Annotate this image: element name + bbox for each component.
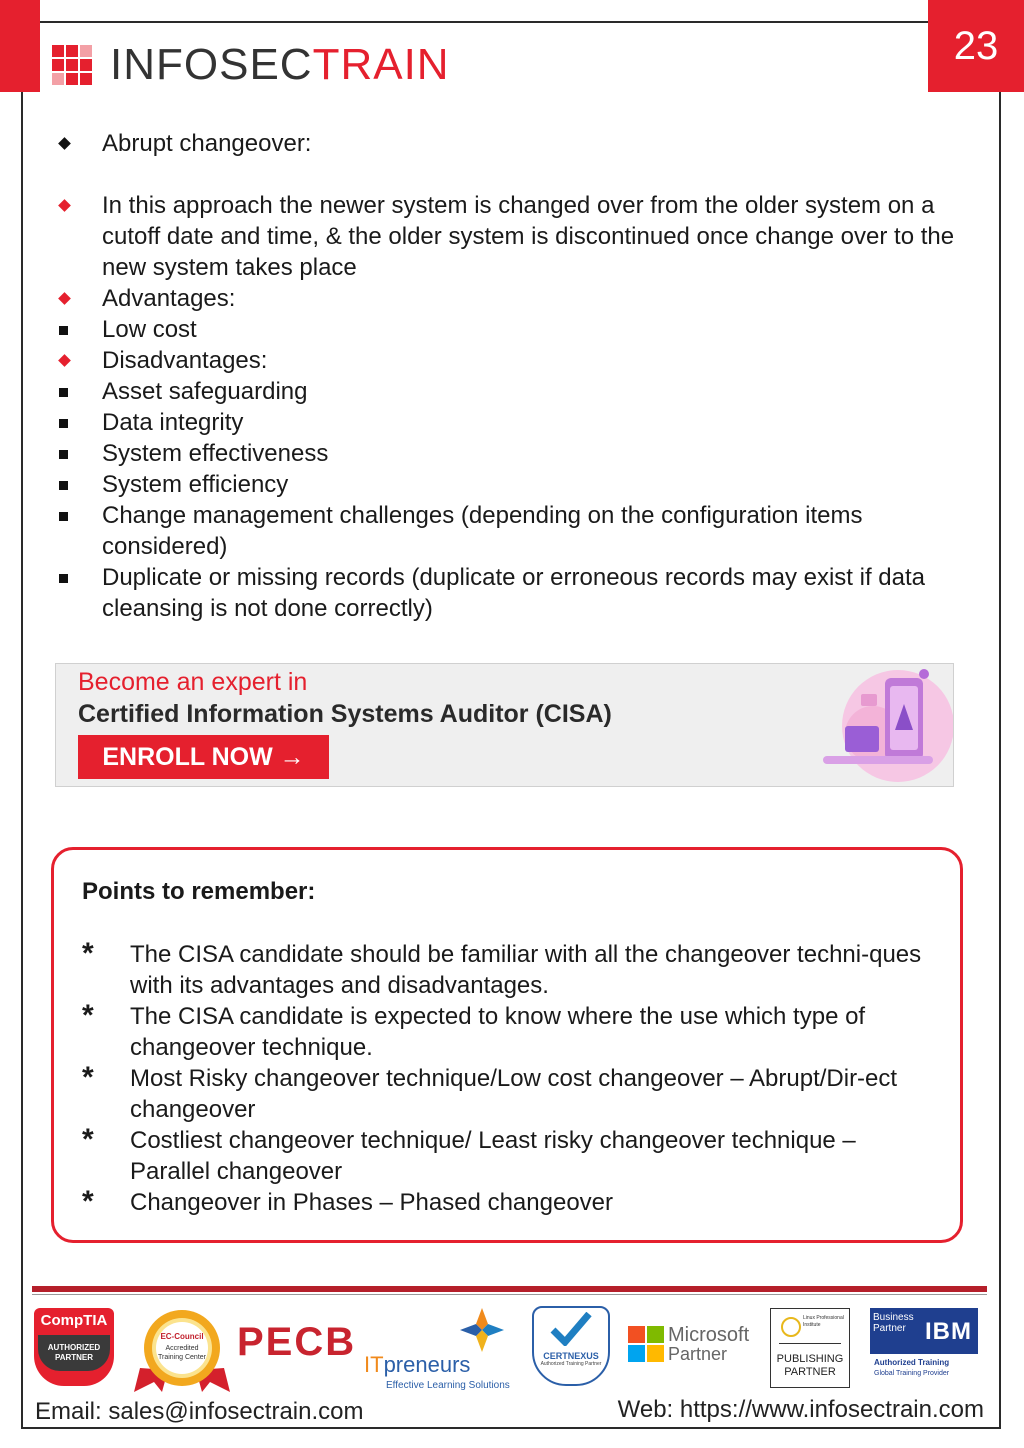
partner-logos (32, 1300, 987, 1392)
star-bullet-icon: * (82, 1123, 94, 1156)
footer-web[interactable]: Web: https://www.infosectrain.com (617, 1396, 984, 1423)
diamond-bullet-icon (58, 137, 71, 150)
logo-grid-icon (52, 45, 92, 85)
square-bullet-icon (59, 574, 68, 583)
square-bullet-icon (59, 326, 68, 335)
list-item: * Most Risky changeover technique/Low cost changeover – Abrupt/Dir-ect changeover (82, 1061, 898, 1123)
square-bullet-icon (59, 481, 68, 490)
main-content (54, 128, 964, 624)
ibm-partner-logo: Business Partner IBM Authorized Training Global Training Provider (870, 1308, 980, 1388)
advantages-heading: Advantages: (54, 283, 964, 314)
diamond-bullet-icon (58, 292, 71, 305)
list-item: Asset safeguarding (54, 376, 964, 407)
enroll-now-button[interactable]: ENROLL NOW → (78, 735, 329, 779)
page-number: 23 (928, 0, 1024, 92)
list-item: * The CISA candidate should be familiar with all the changeover techni-ques with its advantages and disadvantages. (82, 937, 922, 999)
star-bullet-icon: * (82, 1185, 94, 1218)
microsoft-squares-icon (628, 1326, 664, 1362)
list-item: * The CISA candidate is expected to know where the use which type of changeover technique. (82, 999, 866, 1061)
abrupt-heading: Abrupt changeover: (54, 128, 964, 159)
eccouncil-logo: EC-Council Accredited Training Center (132, 1308, 232, 1392)
square-bullet-icon (59, 450, 68, 459)
points-to-remember-box (51, 847, 963, 1243)
description-item: In this approach the newer system is changed over from the older system on a cutoff date and time, & the older system is discontinued once change over to the new system takes place (54, 190, 964, 283)
logo-wordmark: INFOSECTRAIN (110, 40, 450, 89)
list-item: Duplicate or missing records (duplicate or erroneous records may exist if data cleansing is not done correctly) (54, 562, 964, 624)
footer-divider (32, 1286, 987, 1292)
list-item: System efficiency (54, 469, 964, 500)
disadvantages-heading: Disadvantages: (54, 345, 964, 376)
list-item: Low cost (54, 314, 964, 345)
corner-accent-left (0, 0, 40, 92)
lpi-logo: Linux Professional Institute PUBLISHING PARTNER (770, 1308, 850, 1388)
square-bullet-icon (59, 512, 68, 521)
banner-tagline: Become an expert in (78, 668, 308, 696)
remember-title: Points to remember: (82, 878, 316, 905)
list-item: * Changeover in Phases – Phased changeover (82, 1185, 613, 1218)
list-item: Change management challenges (depending on the configuration items considered) (54, 500, 964, 562)
banner-course-title: Certified Information Systems Auditor (CISA) (78, 700, 612, 728)
itpreneurs-logo: ITpreneurs Effective Learning Solutions (364, 1308, 514, 1392)
star-bullet-icon: * (82, 1061, 94, 1094)
comptia-logo: CompTIA AUTHORIZED PARTNER (34, 1308, 114, 1386)
square-bullet-icon (59, 388, 68, 397)
pecb-logo: PECB (237, 1320, 357, 1364)
star-bullet-icon: * (82, 937, 94, 970)
list-item: Data integrity (54, 407, 964, 438)
itpreneurs-star-icon (460, 1308, 504, 1352)
list-item: * Costliest changeover technique/ Least risky changeover technique – Parallel changeover (82, 1123, 856, 1185)
diamond-bullet-icon (58, 354, 71, 367)
security-illustration-icon (803, 664, 953, 787)
footer-email[interactable]: Email: sales@infosectrain.com (35, 1398, 364, 1425)
list-item: System effectiveness (54, 438, 964, 469)
checkmark-icon (549, 1312, 593, 1346)
certnexus-logo: CERTNEXUS Authorized Training Partner (532, 1306, 610, 1386)
brand-logo (52, 40, 450, 90)
microsoft-partner-logo: Microsoft Partner (628, 1326, 758, 1366)
lpi-circle-icon (781, 1317, 801, 1337)
footer-divider-thin (32, 1294, 987, 1295)
square-bullet-icon (59, 419, 68, 428)
cisa-banner[interactable] (55, 663, 954, 787)
remember-list (82, 939, 942, 1218)
star-bullet-icon: * (82, 999, 94, 1032)
diamond-bullet-icon (58, 199, 71, 212)
